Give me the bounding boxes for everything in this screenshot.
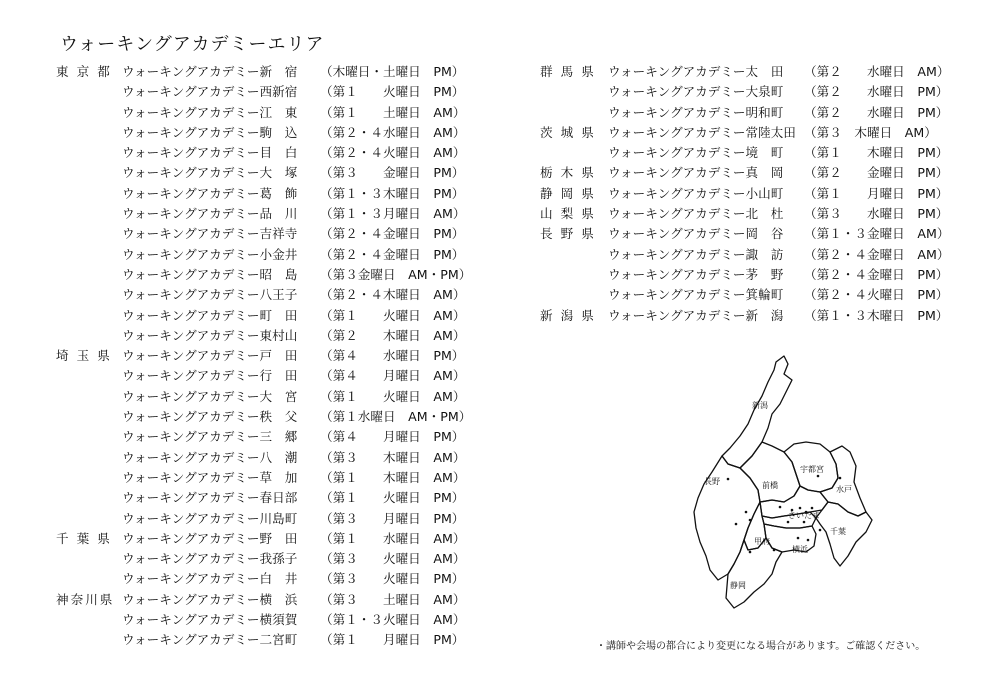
academy-name: ウォーキングアカデミー常陸太田: [608, 124, 796, 140]
schedule-text: （第２・４金曜日 PM）: [320, 246, 465, 262]
schedule-text: （木曜日・土曜日 PM）: [320, 64, 465, 79]
map-label-utsunomiya: 宇都宮: [800, 465, 824, 474]
schedule-text: （第１ 木曜日 PM）: [804, 145, 949, 161]
schedule-text: （第１・３木曜日 PM）: [804, 307, 949, 323]
schedule-text: （第４ 月曜日 AM）: [320, 368, 466, 384]
academy-name: ウォーキングアカデミー吉祥寺: [122, 226, 298, 242]
schedule-text: （第１ 火曜日 AM）: [320, 388, 466, 404]
map-region-nagano: [694, 456, 760, 580]
academy-name: ウォーキングアカデミー町 田: [122, 307, 298, 323]
schedule-text: （第３ 火曜日 AM）: [320, 551, 466, 567]
academy-name: ウォーキングアカデミー新 宿: [122, 64, 298, 79]
prefecture-label: 新 潟 県: [540, 307, 596, 323]
prefecture-label: 神奈川県: [56, 591, 115, 607]
schedule-text: （第３ 火曜日 PM）: [320, 571, 465, 587]
schedule-text: （第１ 月曜日 PM）: [804, 185, 949, 201]
academy-name: ウォーキングアカデミー川島町: [122, 510, 298, 526]
schedule-text: （第２・４金曜日 AM）: [804, 246, 950, 262]
map-label-kofu: 甲府: [754, 537, 770, 546]
map-label-maebashi: 前橋: [762, 481, 778, 490]
academy-name: ウォーキングアカデミー真 岡: [608, 165, 784, 181]
prefecture-label: 埼 玉 県: [56, 348, 112, 364]
schedule-text: （第１・３木曜日 PM）: [320, 185, 465, 201]
map-region-gunma: [740, 442, 800, 502]
academy-name: ウォーキングアカデミー草 加: [122, 469, 298, 485]
academy-name: ウォーキングアカデミー箕輪町: [608, 287, 784, 303]
schedule-text: （第１・３金曜日 AM）: [804, 226, 950, 242]
schedule-text: （第４ 月曜日 PM）: [320, 429, 465, 445]
prefecture-label: 千 葉 県: [56, 530, 112, 546]
page-title: ウォーキングアカデミーエリア: [60, 34, 325, 55]
map-label-yokohama: 横浜: [792, 545, 808, 554]
academy-name: ウォーキングアカデミー行 田: [122, 368, 298, 384]
academy-name: ウォーキングアカデミー新 潟: [608, 307, 784, 323]
academy-name: ウォーキングアカデミー野 田: [122, 530, 298, 546]
schedule-text: （第３ 木曜日 AM）: [804, 124, 937, 140]
prefecture-label: 東 京 都: [56, 64, 112, 79]
academy-name: ウォーキングアカデミー白 井: [122, 571, 298, 587]
schedule-text: （第２ 木曜日 AM）: [320, 327, 466, 343]
map-label-niigata: 新潟: [752, 401, 768, 410]
prefecture-label: 群 馬 県: [540, 64, 596, 79]
academy-name: ウォーキングアカデミー駒 込: [122, 124, 298, 140]
schedule-text: （第１ 火曜日 PM）: [320, 84, 465, 100]
schedule-text: （第２ 金曜日 PM）: [804, 165, 949, 181]
academy-name: ウォーキングアカデミー横 浜: [122, 591, 298, 607]
schedule-text: （第２・４金曜日 PM）: [804, 266, 949, 282]
academy-name: ウォーキングアカデミー小山町: [608, 185, 784, 201]
schedule-text: （第４ 水曜日 PM）: [320, 348, 465, 364]
academy-name: ウォーキングアカデミー秩 父: [122, 409, 298, 425]
academy-name: ウォーキングアカデミー春日部: [122, 490, 298, 506]
prefecture-label: 山 梨 県: [540, 206, 596, 222]
academy-name: ウォーキングアカデミー我孫子: [122, 551, 298, 567]
academy-name: ウォーキングアカデミー境 町: [608, 145, 784, 161]
kanto-region-map: [688, 352, 888, 614]
schedule-text: （第２ 水曜日 AM）: [804, 64, 950, 79]
prefecture-label: 栃 木 県: [540, 165, 596, 181]
academy-name: ウォーキングアカデミー目 白: [122, 145, 298, 161]
map-label-mito: 水戸: [836, 485, 852, 494]
schedule-text: （第２・４金曜日 PM）: [320, 226, 465, 242]
prefecture-label: 長 野 県: [540, 226, 596, 242]
academy-name: ウォーキングアカデミー西新宿: [122, 84, 298, 100]
schedule-text: （第１ 土曜日 AM）: [320, 104, 466, 120]
prefecture-label: 静 岡 県: [540, 185, 596, 201]
schedule-text: （第１・３火曜日 AM）: [320, 612, 466, 628]
schedule-text: （第２ 水曜日 PM）: [804, 84, 949, 100]
academy-name: ウォーキングアカデミー品 川: [122, 206, 298, 222]
schedule-text: （第３ 月曜日 PM）: [320, 510, 465, 526]
academy-name: ウォーキングアカデミー昭 島: [122, 266, 298, 282]
academy-name: ウォーキングアカデミー東村山: [122, 327, 298, 343]
schedule-text: （第３ 土曜日 AM）: [320, 591, 466, 607]
map-label-chiba: 千葉: [830, 527, 846, 536]
schedule-text: （第３ 木曜日 AM）: [320, 449, 466, 465]
map-region-shizuoka: [726, 538, 782, 608]
map-region-ibaraki: [820, 446, 866, 516]
schedule-text: （第１ 月曜日 PM）: [320, 632, 465, 648]
academy-name: ウォーキングアカデミー茅 野: [608, 266, 784, 282]
academy-name: ウォーキングアカデミー北 杜: [608, 206, 784, 222]
academy-name: ウォーキングアカデミー横須賀: [122, 612, 298, 628]
academy-name: ウォーキングアカデミー明和町: [608, 104, 784, 120]
academy-name: ウォーキングアカデミー戸 田: [122, 348, 298, 364]
schedule-text: （第２・４火曜日 AM）: [320, 145, 466, 161]
schedule-text: （第１ 火曜日 AM）: [320, 307, 466, 323]
academy-name: ウォーキングアカデミー諏 訪: [608, 246, 784, 262]
schedule-text: （第３ 水曜日 PM）: [804, 206, 949, 222]
prefecture-label: 茨 城 県: [540, 124, 596, 140]
academy-name: ウォーキングアカデミー小金井: [122, 246, 298, 262]
schedule-text: （第１ 木曜日 AM）: [320, 469, 466, 485]
schedule-text: （第２・４水曜日 AM）: [320, 124, 466, 140]
map-label-nagano: 長野: [704, 477, 720, 486]
schedule-text: （第３ 金曜日 PM）: [320, 165, 465, 181]
academy-name: ウォーキングアカデミー太 田: [608, 64, 784, 79]
schedule-text: （第１・３月曜日 AM）: [320, 206, 466, 222]
academy-name: ウォーキングアカデミー岡 谷: [608, 226, 784, 242]
academy-name: ウォーキングアカデミー二宮町: [122, 632, 298, 648]
footnote: ・講師や会場の都合により変更になる場合があります。ご確認ください。: [596, 641, 926, 652]
academy-name: ウォーキングアカデミー三 郷: [122, 429, 298, 445]
academy-name: ウォーキングアカデミー大 塚: [122, 165, 298, 181]
schedule-text: （第２ 水曜日 PM）: [804, 104, 949, 120]
schedule-text: （第３金曜日 AM・PM）: [320, 266, 472, 282]
schedule-text: （第２・４火曜日 PM）: [804, 287, 949, 303]
map-label-saitama: さいたま: [788, 511, 820, 520]
academy-name: ウォーキングアカデミー八王子: [122, 287, 298, 303]
academy-name: ウォーキングアカデミー八 潮: [122, 449, 298, 465]
schedule-text: （第１ 水曜日 AM）: [320, 530, 466, 546]
schedule-text: （第２・４木曜日 AM）: [320, 287, 466, 303]
schedule-text: （第１水曜日 AM・PM）: [320, 409, 472, 425]
academy-name: ウォーキングアカデミー葛 飾: [122, 185, 298, 201]
map-label-shizuoka: 静岡: [730, 581, 746, 590]
academy-name: ウォーキングアカデミー大泉町: [608, 84, 784, 100]
schedule-text: （第１ 火曜日 PM）: [320, 490, 465, 506]
academy-name: ウォーキングアカデミー大 宮: [122, 388, 298, 404]
academy-name: ウォーキングアカデミー江 東: [122, 104, 298, 120]
